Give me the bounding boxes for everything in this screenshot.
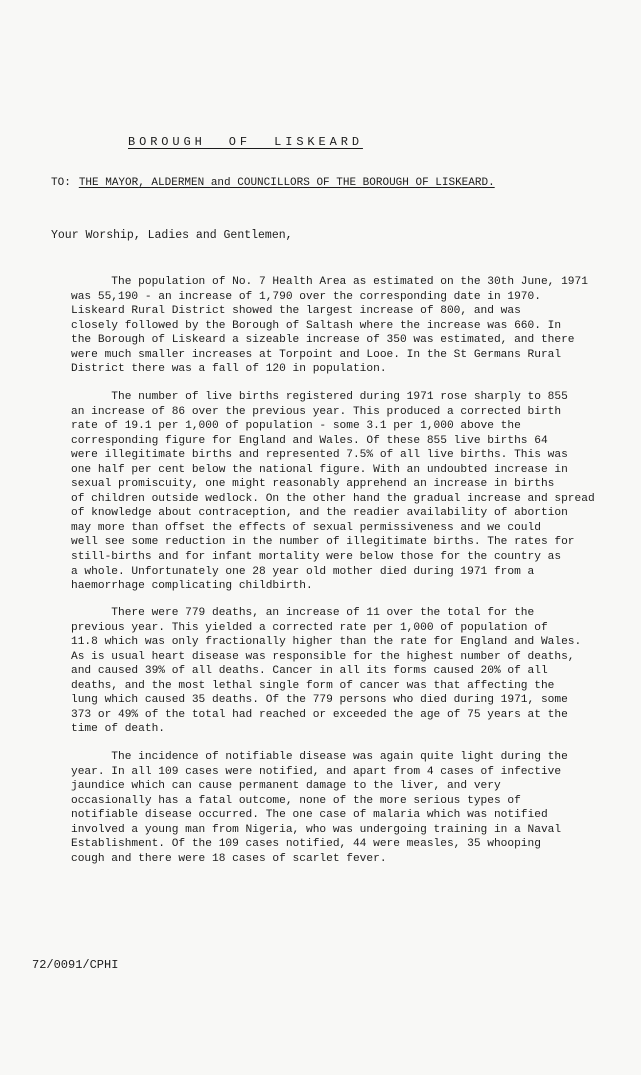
addressee-line xyxy=(51,177,495,189)
document-heading: BOROUGH OF LISKEARD xyxy=(128,135,363,149)
document-reference: 72/0091/CPHI xyxy=(32,958,119,972)
addressee-text: THE MAYOR, ALDERMEN and COUNCILLORS OF THE BOROUGH OF LISKEARD. xyxy=(78,177,495,189)
paragraph-deaths: There were 779 deaths, an increase of 11 over the total for the previous year. This yielded a corrected rate per 1,000 of population of 11.8 which was only fractionally higher than the rate for England and Wales. As is usual heart disease was responsible for the highest number of deaths, and caused 39% of all deaths. Cancer in all its forms caused 20% of all deaths, and the most lethal single form of cancer was that affecting the lung which caused 35 deaths. Of the 779 persons who died during 1971, some 373 or 49% of the total had reached or exceeded the age of 75 years at the time of death. xyxy=(71,607,582,736)
paragraph-notifiable-disease: The incidence of notifiable disease was again quite light during the year. In all 109 cases were notified, and apart from 4 cases of infective jaundice which can cause permanent damage to the liver, and very occasionally has a fatal outcome, none of the more serious types of notifiable disease occurred. The one case of malaria which was notified involved a young man from Nigeria, who was undergoing training in a Naval Establishment. Of the 109 cases notified, 44 were measles, 35 whooping cough and there were 18 cases of scarlet fever. xyxy=(71,751,568,865)
salutation: Your Worship, Ladies and Gentlemen, xyxy=(51,229,293,242)
paragraph-population: The population of No. 7 Health Area as estimated on the 30th June, 1971 was 55,190 - an increase of 1,790 over the corresponding date in 1970. Liskeard Rural District showed the largest increase of 800, and was closely followed by the Borough of Saltash where the increase was 660. In the Borough of Liskeard a sizeable increase of 350 was estimated, and there were much smaller increases at Torpoint and Looe. In the St Germans Rural District there was a fall of 120 in population. xyxy=(71,276,588,376)
to-label: TO: xyxy=(51,177,71,189)
paragraph-births: The number of live births registered during 1971 rose sharply to 855 an increase of 86 over the previous year. This produced a corrected birth rate of 19.1 per 1,000 of population - some 3.1 per 1,000 above the corresponding figure for England and Wales. Of these 855 live births 64 were illegitimate births and represented 7.5% of all live births. This was one half per cent below the national figure. With an undoubted increase in sexual promiscuity, one might reasonably apprehend an increase in births of children outside wedlock. On the other hand the gradual increase and spread of knowledge about contraception, and the readier availability of abortion may more than offset the effects of sexual permissiveness and we could well see some reduction in the number of illegitimate births. The rates for still-births and for infant mortality were below those for the country as a whole. Unfortunately one 28 year old mother died during 1971 from a haemorrhage complicating childbirth. xyxy=(71,391,595,593)
